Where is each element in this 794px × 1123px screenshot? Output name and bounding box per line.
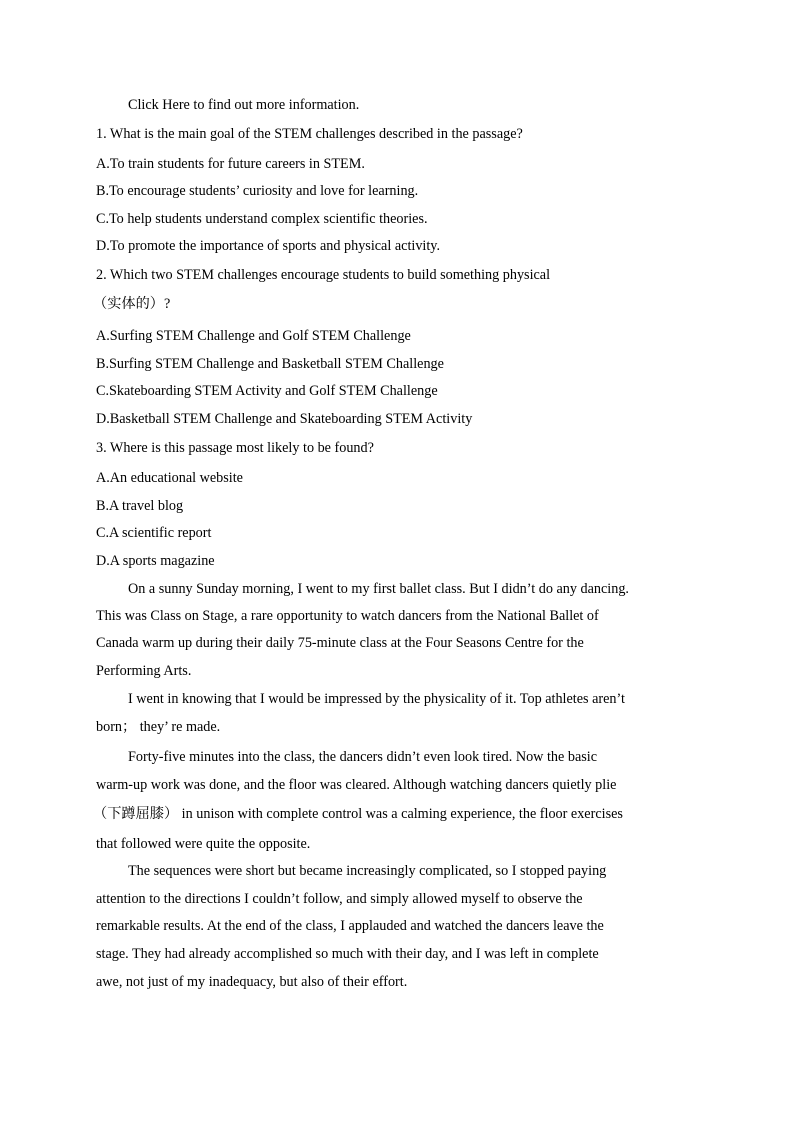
passage-p3-line-3: （下蹲屈膝） in unison with complete control was a calming experience, the floor exercises	[93, 806, 623, 822]
question-3-option-b: B.A travel blog	[96, 498, 184, 514]
question-1-stem: 1. What is the main goal of the STEM challenges described in the passage?	[96, 126, 523, 142]
passage-p4-line-3: remarkable results. At the end of the class, I applauded and watched the dancers leave the	[96, 918, 604, 934]
question-3-option-c: C.A scientific report	[96, 525, 212, 541]
question-1-option-a: A.To train students for future careers in STEM.	[96, 156, 365, 172]
question-2-option-a: A.Surfing STEM Challenge and Golf STEM Challenge	[96, 328, 411, 344]
passage-p1-line-1: On a sunny Sunday morning, I went to my first ballet class. But I didn’t do any dancing.	[128, 581, 629, 597]
click-here-line: Click Here to find out more information.	[128, 97, 360, 113]
question-2-stem-continued: （实体的）?	[93, 296, 171, 312]
passage-p1-line-4: Performing Arts.	[96, 663, 192, 679]
passage-p3-line-1: Forty-five minutes into the class, the dancers didn’t even look tired. Now the basic	[128, 749, 597, 765]
passage-p1-line-2: This was Class on Stage, a rare opportunity to watch dancers from the National Ballet of	[96, 608, 599, 624]
question-2-stem: 2. Which two STEM challenges encourage students to build something physical	[96, 267, 551, 283]
question-3-stem: 3. Where is this passage most likely to be found?	[96, 440, 374, 456]
passage-p2-line-1: I went in knowing that I would be impressed by the physicality of it. Top athletes aren’t	[128, 691, 625, 707]
passage-p4-line-5: awe, not just of my inadequacy, but also of their effort.	[96, 974, 408, 990]
question-1-option-b: B.To encourage students’ curiosity and love for learning.	[96, 183, 419, 199]
question-3-option-d: D.A sports magazine	[96, 553, 215, 569]
question-2-option-d: D.Basketball STEM Challenge and Skateboarding STEM Activity	[96, 411, 473, 427]
passage-p4-line-4: stage. They had already accomplished so much with their day, and I was left in complete	[96, 946, 599, 962]
passage-p4-line-2: attention to the directions I couldn’t follow, and simply allowed myself to observe the	[96, 891, 583, 907]
question-1-option-d: D.To promote the importance of sports and physical activity.	[96, 238, 441, 254]
passage-p4-line-1: The sequences were short but became increasingly complicated, so I stopped paying	[128, 863, 607, 879]
passage-p1-line-3: Canada warm up during their daily 75-minute class at the Four Seasons Centre for the	[96, 635, 584, 651]
question-1-option-c: C.To help students understand complex scientific theories.	[96, 211, 428, 227]
passage-p3-line-4: that followed were quite the opposite.	[96, 836, 311, 852]
passage-p2-line-2: born； they’ re made.	[96, 719, 221, 735]
question-2-option-b: B.Surfing STEM Challenge and Basketball STEM Challenge	[96, 356, 444, 372]
question-2-option-c: C.Skateboarding STEM Activity and Golf STEM Challenge	[96, 383, 438, 399]
question-3-option-a: A.An educational website	[96, 470, 243, 486]
passage-p3-line-2: warm-up work was done, and the floor was cleared. Although watching dancers quietly plie	[96, 777, 617, 793]
